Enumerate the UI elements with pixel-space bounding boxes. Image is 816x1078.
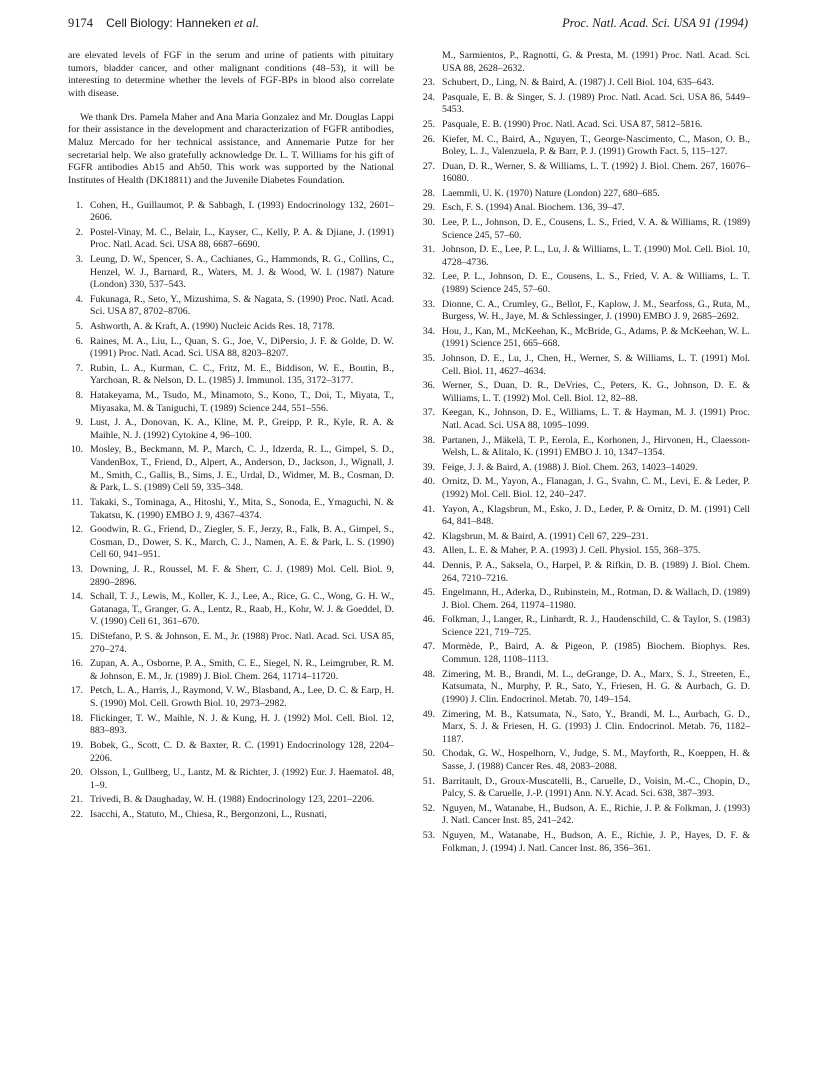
reference-item — [68, 713, 394, 738]
reference-number: 15. — [70, 631, 83, 643]
reference-text: Petch, L. A., Harris, J., Raymond, V. W., Blasband, A., Lee, D. C. & Earp, H. S. (1990) Mol. Cell. Growth Biol. 10, 2973–2982. — [90, 685, 394, 710]
reference-item — [420, 299, 750, 324]
reference-number: 30. — [422, 217, 435, 228]
reference-item — [420, 462, 750, 475]
reference-number: 48. — [422, 668, 435, 680]
reference-number: 12. — [70, 524, 83, 536]
reference-number: 39. — [422, 461, 435, 473]
reference-text: Hou, J., Kan, M., McKeehan, K., McBride, G., Adams, P. & McKeehan, W. L. (1991) Science 251, 665–668. — [442, 325, 750, 350]
reference-number: 16. — [70, 658, 83, 670]
reference-item — [68, 336, 394, 361]
reference-text: Rubin, L. A., Kurman, C. C., Fritz, M. E., Biddison, W. E., Boutin, B., Yarchoan, R. & Nelson, D. L. (1985) J. Immunol. 135, 3172–3177. — [90, 362, 394, 387]
reference-item — [420, 476, 750, 501]
reference-text: Folkman, J., Langer, R., Linhardt, R. J., Haudenschild, C. & Taylor, S. (1983) Science 221, 719–725. — [442, 614, 750, 638]
reference-item — [68, 524, 394, 562]
acknowledgment-paragraph: We thank Drs. Pamela Maher and Ana Maria Gonzalez and Mr. Douglas Lappi for their assistance in the development and characterization of FGFR antibodies, Maluz Mercado for her technical assistance, and Annemarie Putze for her secretarial help. We also gratefully acknowledge Dr. L. T. Williams for his gift of FGFR antibodies Ab15 and Ab50. This work was supported by the National Institutes of Health (DK18811) and the Juvenile Diabetes Foundation. — [68, 111, 394, 186]
reference-item — [420, 803, 750, 828]
reference-item — [420, 77, 750, 90]
reference-item — [420, 531, 750, 544]
reference-text: Lee, P. L., Johnson, D. E., Cousens, L. S., Fried, V. A. & Williams, R. (1989) Science 245, 57–60. — [442, 217, 750, 241]
reference-item — [420, 161, 750, 186]
reference-item — [68, 794, 394, 807]
reference-item — [68, 658, 394, 683]
reference-text: Zimering, M. B., Brandi, M. L., deGrange, D. A., Marx, S. J., Streeten, E., Katsumata, N., Murphy, P. R., Sato, Y., Friesen, H. G. & Aurbach, G. D. (1990) J. Clin. Endocrinol. Metab. 70, 149–154. — [442, 668, 750, 705]
reference-number: 35. — [422, 353, 435, 365]
journal-section: Cell Biology: Hanneken — [106, 16, 231, 30]
reference-text: Fukunaga, R., Seto, Y., Mizushima, S. & Nagata, S. (1990) Proc. Natl. Acad. Sci. USA 87, 8702–8706. — [90, 293, 394, 318]
reference-text: Trivedi, B. & Daughaday, W. H. (1988) Endocrinology 123, 2201–2206. — [90, 794, 375, 806]
reference-number: 13. — [70, 563, 83, 575]
reference-number: 34. — [422, 325, 435, 337]
reference-number: 29. — [422, 202, 435, 214]
reference-item — [420, 380, 750, 405]
reference-number: 4. — [75, 293, 83, 305]
reference-item — [420, 188, 750, 201]
reference-item — [68, 497, 394, 522]
reference-item — [68, 321, 394, 334]
reference-number: 11. — [71, 496, 83, 508]
reference-item — [68, 685, 394, 710]
reference-item — [68, 564, 394, 589]
reference-text: Allen, L. E. & Maher, P. A. (1993) J. Cell. Physiol. 155, 368–375. — [442, 545, 701, 557]
reference-text: Leung, D. W., Spencer, S. A., Cachianes, G., Hammonds, R. G., Collins, C., Henzel, W. J., Barnard, R., Waters, M. J. & Wood, W. I. (1987) Nature (London) 330, 537–543. — [90, 253, 394, 291]
reference-number: 47. — [422, 641, 435, 653]
reference-number: 17. — [70, 685, 83, 697]
reference-text: Keegan, K., Johnson, D. E., Williams, L. T. & Hayman, M. J. (1991) Proc. Natl. Acad. Sci. USA 88, 1095–1099. — [442, 407, 750, 432]
reference-text: Chodak, G. W., Hospelhorn, V., Judge, S. M., Mayforth, R., Koeppen, H. & Sasse, J. (1988) Cancer Res. 48, 2083–2088. — [442, 748, 750, 773]
reference-text: Yayon, A., Klagsbrun, M., Esko, J. D., Leder, P. & Ornitz, D. M. (1991) Cell 64, 841–848. — [442, 503, 750, 528]
reference-item — [420, 614, 750, 639]
reference-number: 43. — [422, 545, 435, 557]
reference-text: Raines, M. A., Liu, L., Quan, S. G., Joe, V., DiPersio, J. F. & Golde, D. W. (1991) Proc. Natl. Acad. Sci. USA 88, 8203–8207. — [90, 335, 394, 360]
reference-text: Cohen, H., Guillaumot, P. & Sabbagh, I. (1993) Endocrinology 132, 2601–2606. — [90, 199, 394, 224]
reference-number: 7. — [75, 362, 83, 374]
reference-text: Feige, J. J. & Baird, A. (1988) J. Biol. Chem. 263, 14023–14029. — [442, 461, 698, 473]
reference-text: Klagsbrun, M. & Baird, A. (1991) Cell 67, 229–231. — [442, 530, 649, 542]
reference-number: 14. — [70, 591, 83, 603]
reference-number: 38. — [422, 434, 435, 446]
reference-item — [68, 254, 394, 292]
author-suffix: et al. — [230, 16, 259, 30]
reference-text: Dennis, P. A., Saksela, O., Harpel, P. & Rifkin, D. B. (1989) J. Biol. Chem. 264, 7210–7216. — [442, 559, 750, 584]
reference-text: Goodwin, R. G., Friend, D., Ziegler, S. F., Jerzy, R., Falk, B. A., Gimpel, S., Cosman, D., Dower, S. K., March, C. J., Namen, A. E. & Park, L. S. (1990) Cell 60, 941–951. — [90, 524, 394, 561]
reference-text: Hatakeyama, M., Tsudo, M., Minamoto, S., Kono, T., Doi, T., Miyata, T., Miyasaka, M. & Taniguchi, T. (1989) Science 244, 551–556. — [90, 389, 394, 414]
header-left — [68, 12, 259, 34]
reference-text: Lust, J. A., Donovan, K. A., Kline, M. P., Greipp, P. R., Kyle, R. A. & Maihle, N. J. (1992) Cytokine 4, 96–100. — [90, 417, 394, 441]
reference-item — [68, 767, 394, 792]
reference-text: Nguyen, M., Watanabe, H., Budson, A. E., Richie, J. P. & Folkman, J. (1993) J. Natl. Cancer Inst. 85, 241–242. — [442, 802, 750, 827]
reference-text: Barritault, D., Groux-Muscatelli, B., Caruelle, D., Voisin, M.-C., Chopin, D., Palcy, S. & Caruelle, J.-P. (1991) Ann. N.Y. Acad. Sci. 638, 387–393. — [442, 775, 750, 800]
reference-number: 25. — [422, 118, 435, 130]
journal-reference: Proc. Natl. Acad. Sci. USA 91 (1994) — [562, 16, 748, 30]
reference-item — [68, 591, 394, 629]
reference-text: Johnson, D. E., Lee, P. L., Lu, J. & Williams, L. T. (1990) Mol. Cell. Biol. 10, 4728–4736. — [442, 244, 750, 268]
reference-number: 46. — [422, 614, 435, 626]
reference-item — [68, 390, 394, 415]
intro-paragraph: are elevated levels of FGF in the serum and urine of patients with pituitary tumors, bladder cancer, and other malignant conditions (48–53), it will be interesting to determine whether the levels of FGF-BPs in blood also correlate with disease. — [68, 50, 394, 99]
reference-number: 41. — [422, 503, 435, 515]
reference-text: Duan, D. R., Werner, S. & Williams, L. T. (1992) J. Biol. Chem. 267, 16076–16080. — [442, 160, 750, 185]
reference-number: 5. — [75, 321, 83, 333]
reference-text: Zupan, A. A., Osborne, P. A., Smith, C. E., Siegel, N. R., Leimgruber, R. M. & Johnson, E. M., Jr. (1989) J. Biol. Chem. 264, 11714–11720. — [90, 658, 394, 682]
reference-number: 40. — [422, 476, 435, 488]
reference-text: Mormède, P., Baird, A. & Pigeon, P. (1985) Biochem. Biophys. Res. Commun. 128, 1108–1113. — [442, 641, 750, 666]
reference-text: Downing, J. R., Roussel, M. F. & Sherr, C. J. (1989) Mol. Cell. Biol. 9, 2890–2896. — [90, 563, 394, 588]
reference-text: Laemmli, U. K. (1970) Nature (London) 227, 680–685. — [442, 187, 660, 199]
reference-item — [68, 740, 394, 765]
reference-text: Ornitz, D. M., Yayon, A., Flanagan, J. G., Svahn, C. M., Levi, E. & Leder, P. (1992) Mol. Cell. Biol. 12, 240–247. — [442, 476, 750, 501]
reference-number: 20. — [70, 767, 83, 779]
reference-text: Bobek, G., Scott, C. D. & Baxter, R. C. (1991) Endocrinology 128, 2204–2206. — [90, 739, 394, 764]
reference-text: Partanen, J., Mäkelä, T. P., Eerola, E., Korhonen, J., Hirvonen, H., Claesson-Welsh, L. & Alitalo, K. (1991) EMBO J. 10, 1347–1354. — [442, 434, 750, 459]
reference-item — [420, 830, 750, 855]
reference-text: Schubert, D., Ling, N. & Baird, A. (1987) J. Cell Biol. 104, 635–643. — [442, 77, 714, 89]
reference-number: 53. — [422, 830, 435, 842]
reference-item — [420, 748, 750, 773]
reference-item — [420, 545, 750, 558]
reference-number: 50. — [422, 748, 435, 760]
reference-item — [420, 92, 750, 117]
reference-item — [68, 227, 394, 252]
reference-number: 2. — [75, 226, 83, 238]
reference-text: Werner, S., Duan, D. R., DeVries, C., Peters, K. G., Johnson, D. E. & Williams, L. T. (1992) Mol. Cell. Biol. 12, 82–88. — [442, 380, 750, 404]
reference-text: Isacchi, A., Statuto, M., Chiesa, R., Bergonzoni, L., Rusnati, — [90, 808, 327, 820]
reference-number: 52. — [422, 802, 435, 814]
reference-item — [420, 709, 750, 747]
reference-number: 8. — [75, 389, 83, 401]
reference-text: Kiefer, M. C., Baird, A., Nguyen, T., George-Nascimento, C., Mason, O. B., Boley, L. J., Valenzuela, P. & Barr, P. J. (1991) Growth Fact. 5, 115–127. — [442, 133, 750, 158]
reference-number: 22. — [70, 808, 83, 820]
reference-item — [420, 271, 750, 296]
reference-text: Postel-Vinay, M. C., Belair, L., Kayser, C., Kelly, P. A. & Djiane, J. (1991) Proc. Natl. Acad. Sci. USA 88, 6687–6690. — [90, 226, 394, 251]
reference-item — [420, 353, 750, 378]
reference-number: 21. — [70, 794, 83, 806]
reference-number: 18. — [70, 712, 83, 724]
reference-number: 36. — [422, 380, 435, 392]
reference-number: 49. — [422, 708, 435, 720]
reference-number: 9. — [75, 417, 83, 429]
reference-item — [68, 363, 394, 388]
reference-text: Pasquale, E. B. & Singer, S. J. (1989) Proc. Natl. Acad. Sci. USA 86, 5449–5453. — [442, 91, 750, 116]
reference-text: Engelmann, H., Aderka, D., Rubinstein, M., Rotman, D. & Wallach, D. (1989) J. Biol. Chem. 264, 11974–11980. — [442, 587, 750, 611]
reference-text: Johnson, D. E., Lu, J., Chen, H., Werner, S. & Williams, L. T. (1991) Mol. Cell. Biol. 11, 4627–4634. — [442, 353, 750, 377]
reference-number: 45. — [422, 587, 435, 599]
reference-item — [68, 294, 394, 319]
reference-text: Olsson, I., Gullberg, U., Lantz, M. & Richter, J. (1992) Eur. J. Haematol. 48, 1–9. — [90, 767, 394, 791]
reference-number: 31. — [422, 244, 435, 256]
reference-text: Esch, F. S. (1994) Anal. Biochem. 136, 39–47. — [442, 202, 625, 214]
reference-text: Mosley, B., Beckmann, M. P., March, C. J., Idzerda, R. L., Gimpel, S. D., VandenBox, T., Friend, D., Alpert, A., Anderson, D., Jackson, J., Wignall, J. M., Smith, C., Gallis, B., Sims, J. E., Urdal, D., Widmer, M. B., Cosman, D. & Park, L. S. (1989) Cell 59, 335–348. — [90, 444, 394, 494]
reference-text: Schall, T. J., Lewis, M., Koller, K. J., Lee, A., Rice, G. C., Wong, G. H. W., Gatanaga, T., Granger, G. A., Lentz, R., Raab, H., Kohr, W. J. & Goeddel, D. V. (1990) Cell 61, 361–670. — [90, 591, 394, 628]
page-number: 9174 — [68, 16, 93, 30]
reference-item — [420, 119, 750, 132]
running-header — [68, 12, 748, 34]
reference-item — [420, 641, 750, 666]
reference-list-right — [420, 77, 750, 855]
reference-number: 23. — [422, 77, 435, 89]
reference-continuation: M., Sarmientos, P., Ragnotti, G. & Presta, M. (1991) Proc. Natl. Acad. Sci. USA 88, 2628–2632. — [442, 50, 750, 74]
reference-number: 44. — [422, 559, 435, 571]
reference-number: 32. — [422, 271, 435, 283]
reference-item — [68, 200, 394, 225]
right-column — [420, 50, 750, 857]
reference-list-left — [68, 200, 394, 822]
reference-text: Takaki, S., Tominaga, A., Hitoshi, Y., Mita, S., Sonoda, E., Ymaguchi, N. & Takatsu, K. (1990) EMBO J. 9, 4367–4374. — [90, 496, 394, 521]
reference-text: Ashworth, A. & Kraft, A. (1990) Nucleic Acids Res. 18, 7178. — [90, 321, 335, 333]
reference-item — [68, 417, 394, 442]
left-column — [68, 50, 394, 823]
reference-text: Lee, P. L., Johnson, D. E., Cousens, L. S., Fried, V. A. & Williams, L. T. (1989) Science 245, 57–60. — [442, 271, 750, 296]
reference-text: Flickinger, T. W., Maihle, N. J. & Kung, H. J. (1992) Mol. Cell. Biol. 12, 883–893. — [90, 712, 394, 737]
reference-number: 24. — [422, 91, 435, 103]
reference-number: 19. — [70, 739, 83, 751]
reference-number: 1. — [75, 199, 83, 211]
reference-text: Nguyen, M., Watanabe, H., Budson, A. E., Richie, J. P., Hayes, D. F. & Folkman, J. (1994) J. Natl. Cancer Inst. 86, 356–361. — [442, 830, 750, 854]
reference-number: 28. — [422, 187, 435, 199]
reference-item — [420, 407, 750, 432]
reference-number: 6. — [75, 335, 83, 347]
reference-number: 3. — [75, 253, 83, 265]
reference-item — [420, 326, 750, 351]
reference-item — [420, 504, 750, 529]
reference-number: 37. — [422, 407, 435, 419]
reference-item — [420, 587, 750, 612]
reference-number: 10. — [70, 444, 83, 456]
reference-item — [420, 435, 750, 460]
reference-item — [420, 669, 750, 707]
reference-item — [68, 631, 394, 656]
reference-item — [420, 217, 750, 242]
reference-number: 51. — [422, 775, 435, 787]
reference-text: Dionne, C. A., Crumley, G., Bellot, F., Kaplow, J. M., Searfoss, G., Ruta, M., Burgess, W. H., Jaye, M. & Schlessinger, J. (1990) EMBO J. 9, 2685–2692. — [442, 298, 750, 323]
reference-item — [68, 809, 394, 822]
reference-number: 27. — [422, 160, 435, 172]
reference-number: 33. — [422, 298, 435, 310]
reference-item — [420, 202, 750, 215]
reference-item — [420, 134, 750, 159]
reference-number: 42. — [422, 530, 435, 542]
reference-item — [420, 244, 750, 269]
reference-item — [420, 560, 750, 585]
reference-text: DiStefano, P. S. & Johnson, E. M., Jr. (1988) Proc. Natl. Acad. Sci. USA 85, 270–274. — [90, 631, 394, 655]
reference-text: Pasquale, E. B. (1990) Proc. Natl. Acad. Sci. USA 87, 5812–5816. — [442, 118, 703, 130]
reference-text: Zimering, M. B., Katsumata, N., Sato, Y., Brandi, M. L., Aurbach, G. D., Marx, S. J. & Friesen, H. G. (1993) J. Clin. Endocrinol. Metab. 76, 1182–1187. — [442, 708, 750, 745]
reference-item — [68, 444, 394, 495]
reference-number: 26. — [422, 133, 435, 145]
reference-item — [420, 776, 750, 801]
